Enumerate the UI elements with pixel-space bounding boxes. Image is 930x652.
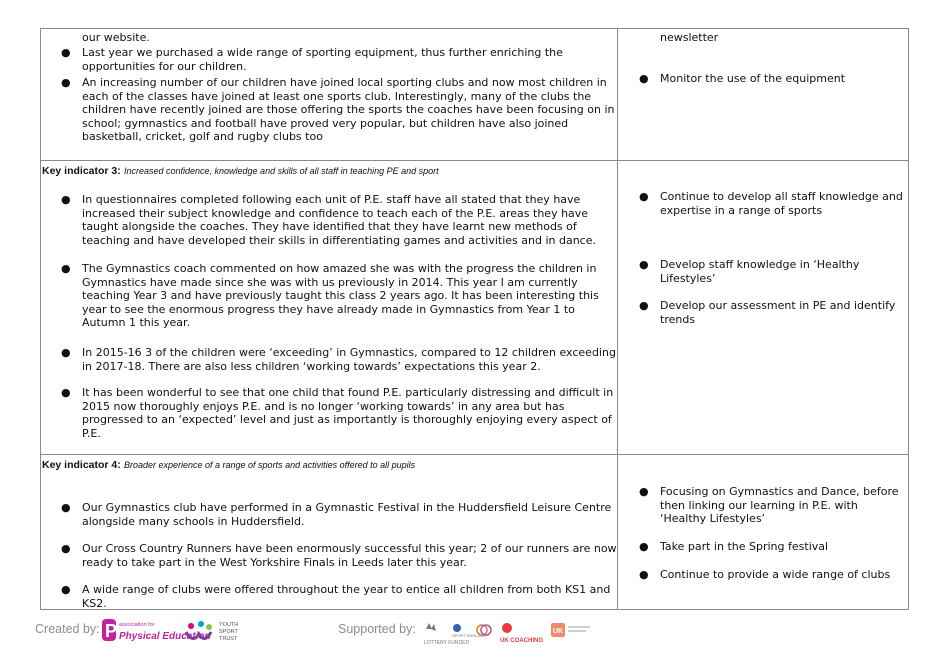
bullet-icon: ● [61,346,71,359]
next-steps-column [618,455,908,609]
key-indicator-heading: Key indicator 3: Increased confidence, knowledge and skills of all staff in teaching PE and sport [42,165,439,177]
list-item: ● It has been wonderful to see that one child that found P.E. particularly distressing and difficult in 2015 now thoroughly enjoys P.E. and is no longer ‘working towards’ in any area but has progressed to an ‘expected’ level and just as importantly is thoroughly enjoying every aspect of P.E. [61,386,614,440]
list-item: ● Develop our assessment in PE and identify trends [639,299,896,326]
list-item: ● Our Gymnastics club have performed in a Gymnastic Festival in the Huddersfield Leisure Centre alongside many schools in Huddersfield. [61,501,612,528]
afpe-logo [101,618,211,644]
row-key-indicator-4 [41,455,908,609]
bullet-icon: ● [639,540,649,553]
svg-text:UK: UK [553,628,564,635]
list-item: ● In questionnaires completed following each unit of P.E. staff have all stated that they have increased their subject knowledge and confidence to teach each of the P.E. areas they have taught alongside the coaches. They have identified that they have learnt new methods of teaching and have developed their skills in differentiating games and activities and in dance. [61,193,596,247]
svg-text:TRUST: TRUST [219,636,238,642]
list-item: ● Continue to provide a wide range of clubs [639,568,891,581]
uk-coaching-logo [500,623,543,644]
youth-sport-trust-logo [183,618,249,646]
bullet-icon: ● [639,299,649,312]
list-item: ● Focusing on Gymnastics and Dance, before then linking our learning in P.E. with ‘Healthy Lifestyles’ [639,485,899,525]
bullet-icon: ● [639,568,649,581]
impact-column [41,29,618,160]
created-by-label: Created by: [35,622,100,636]
page-footer [0,614,930,652]
bullet-icon: ● [61,76,71,89]
svg-text:UK COACHING: UK COACHING [500,638,543,644]
list-item: ● A wide range of clubs were offered throughout the year to entice all children from both KS1 and KS2. [61,583,611,610]
sponsor-logos [424,620,594,648]
list-item: ● Develop staff knowledge in ‘Healthy Lifestyles’ [639,258,860,285]
bullet-icon: ● [61,46,71,59]
bullet-icon: ● [61,542,71,555]
svg-text:YOUTH: YOUTH [219,622,239,628]
next-steps-column [618,29,908,160]
row-indicator-2-continued [41,29,908,161]
svg-text:P: P [105,621,118,641]
key-indicator-heading: Key indicator 4: Broader experience of a range of sports and activities offered to all pupils [42,459,416,471]
uk-logo [551,623,590,637]
svg-text:association for: association for [119,622,155,628]
impact-column [41,455,618,609]
svg-text:SPORT: SPORT [219,629,238,635]
svg-text:LOTTERY FUNDED: LOTTERY FUNDED [424,640,470,646]
bullet-icon: ● [61,193,71,206]
bullet-icon: ● [61,501,71,514]
continued-text: newsletter [660,31,719,44]
bullet-icon: ● [639,258,649,271]
continued-text: our website. [82,31,150,44]
list-item: ● Last year we purchased a wide range of sporting equipment, thus further enriching the opportunities for our children. [61,46,563,73]
impact-column [41,161,618,454]
list-item: ● An increasing number of our children have joined local sporting clubs and now most children in each of the classes have joined at least one sports club. Interestingly, many of the clubs the children have recently joined are those offering the sports the coaches have been focusing on in school; gymnastics and football have proved very popular, but children have also joined basketball, cricket, golf and rugby clubs too [61,76,615,143]
list-item: ● Monitor the use of the equipment [639,72,846,85]
bullet-icon: ● [61,386,71,399]
next-steps-column [618,161,908,454]
bullet-icon: ● [61,262,71,275]
list-item: ● In 2015-16 3 of the children were ‘exceeding’ in Gymnastics, compared to 12 children exceeding in 2017-18. There are also less children ‘working towards’ expectations this year 2. [61,346,616,373]
svg-text:SPORT ENGLAND: SPORT ENGLAND [452,633,487,638]
list-item: ● Take part in the Spring festival [639,540,829,553]
supported-by-label: Supported by: [338,622,416,636]
list-item: ● Our Cross Country Runners have been enormously successful this year; 2 of our runners are now ready to take part in the West Yorkshire Finals in Leeds later this year. [61,542,617,569]
bullet-icon: ● [639,190,649,203]
svg-text:Physical Education: Physical Education [119,631,211,642]
list-item: ● The Gymnastics coach commented on how amazed she was with the progress the children in Gymnastics have made since she was with us previously in 2014. This year I am currently teaching Year 3 and have previously taught this class 2 years ago. It has been interesting this year to see the enormous progress they have already made in Gymnastics from Year 1 to Autumn 1 this year. [61,262,599,329]
row-key-indicator-3 [41,161,908,455]
bullet-icon: ● [639,485,649,498]
list-item: ● Continue to develop all staff knowledge and expertise in a range of sports [639,190,903,217]
bullet-icon: ● [639,72,649,85]
bullet-icon: ● [61,583,71,596]
indicator-table [40,28,909,610]
